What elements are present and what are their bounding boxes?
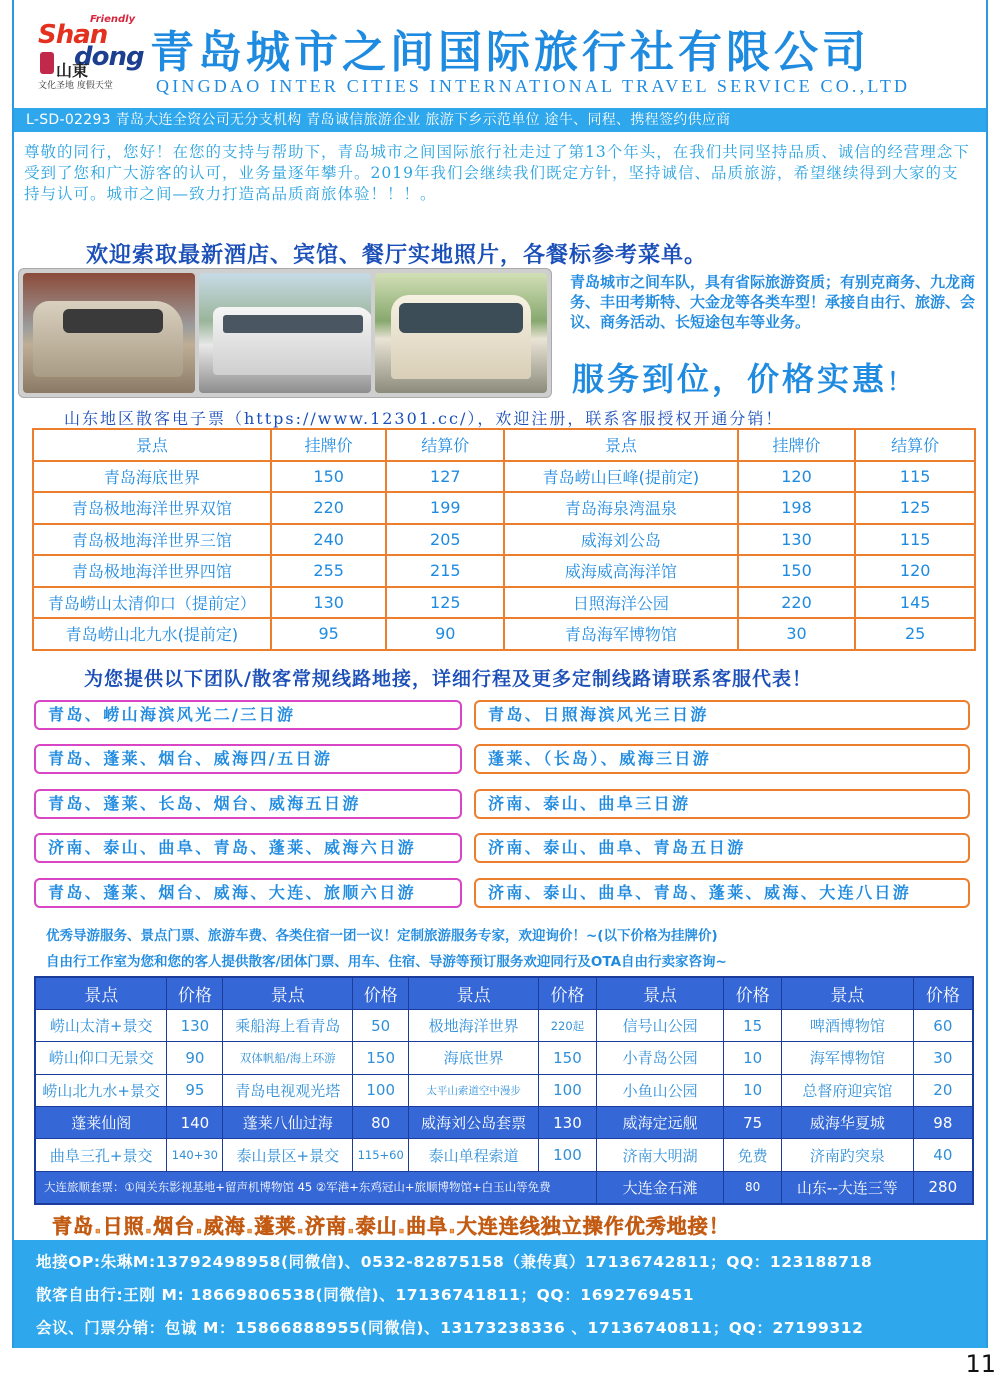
table-header: 价格 <box>539 977 597 1009</box>
table-cell: 145 <box>855 587 975 619</box>
table-cell: 信号山公园 <box>596 1009 723 1041</box>
eticket-notice: 山东地区散客电子票（https://www.12301.cc/），欢迎注册，联系客服授权开通分销！ <box>64 409 784 428</box>
operation-slogan: 青岛.日照.烟台.威海.蓬莱.济南.泰山.曲阜.大连连线独立操作优秀地接！ <box>52 1214 730 1238</box>
table-row <box>35 1171 973 1203</box>
minibus-photo <box>199 273 371 393</box>
table-cell: 青岛极地海洋世界四馆 <box>33 555 271 587</box>
table-cell: 威海刘公岛 <box>504 524 738 556</box>
table-cell: 40 <box>913 1139 973 1171</box>
fleet-slogan <box>572 354 914 400</box>
table-cell: 90 <box>386 618 504 650</box>
table-cell: 30 <box>913 1042 973 1074</box>
table-cell: 75 <box>724 1107 782 1139</box>
route-item: 济南、泰山、曲阜、青岛五日游 <box>474 833 970 863</box>
table-cell: 140+30 <box>167 1139 223 1171</box>
table-cell: 140 <box>167 1107 223 1139</box>
table-cell: 20 <box>913 1074 973 1106</box>
table-cell: 80 <box>353 1107 409 1139</box>
table-header: 挂牌价 <box>271 429 387 461</box>
table-cell: 威海刘公岛套票 <box>409 1107 539 1139</box>
hotel-photo-headline: 欢迎索取最新酒店、宾馆、餐厅实地照片，各餐标参考菜单。 <box>86 243 708 268</box>
table-cell: 乘船海上看青岛 <box>223 1009 353 1041</box>
table-cell: 90 <box>167 1042 223 1074</box>
table-row <box>33 618 975 650</box>
table-cell: 98 <box>913 1107 973 1139</box>
table-cell: 95 <box>271 618 387 650</box>
table-cell: 大连金石滩 <box>596 1171 723 1203</box>
table-header: 价格 <box>724 977 782 1009</box>
company-title-cn: 青岛城市之间国际旅行社有限公司 <box>150 27 870 78</box>
table-cell: 海军博物馆 <box>782 1042 914 1074</box>
table-cell: 蓬莱八仙过海 <box>223 1107 353 1139</box>
table-header-row <box>35 977 973 1009</box>
table-cell: 泰山景区+景交 <box>223 1139 353 1171</box>
route-item: 青岛、蓬莱、长岛、烟台、威海五日游 <box>34 789 462 819</box>
table-cell: 极地海洋世界 <box>409 1009 539 1041</box>
intro-paragraph: 尊敬的同行，您好！在您的支持与帮助下，青岛城市之间国际旅行社走过了第13个年头，在我们共同坚持品质、诚信的经营理念下受到了您和广大游客的认可，业务量逐年攀升。2019年我们会继续我们既定方针，坚持诚信、品质旅游，希望继续得到大家的支持与认可。城市之间—致力打造高品质商旅体验！！！。 <box>24 143 970 203</box>
table-cell: 青岛海军博物馆 <box>504 618 738 650</box>
table-header: 景点 <box>782 977 914 1009</box>
table-cell: 150 <box>738 555 856 587</box>
route-item: 青岛、日照海滨风光三日游 <box>474 700 970 730</box>
table-cell: 山东--大连三等 <box>782 1171 914 1203</box>
table-cell: 蓬莱仙阁 <box>35 1107 167 1139</box>
table-header: 价格 <box>167 977 223 1009</box>
table-cell: 啤酒博物馆 <box>782 1009 914 1041</box>
table-row <box>33 492 975 524</box>
table-header: 景点 <box>409 977 539 1009</box>
route-item: 青岛、蓬莱、烟台、威海、大连、旅顺六日游 <box>34 878 462 908</box>
table-cell: 曲阜三孔+景交 <box>35 1139 167 1171</box>
table-cell: 太平山索道空中漫步 <box>409 1074 539 1106</box>
table-cell: 115 <box>855 524 975 556</box>
table-cell: 青岛崂山太清仰口（提前定） <box>33 587 271 619</box>
table-header: 景点 <box>35 977 167 1009</box>
contact-line-op: 地接OP:朱琳M:13792498958(同微信)、0532-82875158（兼传真）17136742811；QQ：123188718 <box>36 1253 873 1271</box>
table-cell: 240 <box>271 524 387 556</box>
page-number: 11 <box>965 1350 996 1378</box>
fleet-description: 青岛城市之间车队，具有省际旅游资质；有别克商务、九龙商务、丰田考斯特、大金龙等各类车型！承接自由行、旅游、会议、商务活动、长短途包车等业务。 <box>570 273 976 331</box>
contact-panel <box>14 1240 986 1348</box>
table-cell: 泰山单程索道 <box>409 1139 539 1171</box>
table-cell: 127 <box>386 461 504 493</box>
buick-van-photo <box>23 273 195 393</box>
table-cell: 125 <box>855 492 975 524</box>
table-row <box>35 1107 973 1139</box>
coaster-bus-photo <box>375 273 547 393</box>
logo-dong: dong <box>74 42 144 72</box>
table-cell: 80 <box>724 1171 782 1203</box>
table-cell: 100 <box>539 1074 597 1106</box>
table-header: 景点 <box>33 429 271 461</box>
service-note: 优秀导游服务、景点门票、旅游车费、各类住宿一团一议！定制旅游服务专家，欢迎询价！~(以下价格为挂牌价) <box>46 928 718 944</box>
company-title-en: QINGDAO INTER CITIES INTERNATIONAL TRAVEL SERVICE CO.,LTD <box>156 76 911 96</box>
table-cell: 日照海洋公园 <box>504 587 738 619</box>
table-row <box>33 461 975 493</box>
table-cell: 总督府迎宾馆 <box>782 1074 914 1106</box>
route-item: 济南、泰山、曲阜、青岛、蓬莱、威海六日游 <box>34 833 462 863</box>
logo-seal-icon <box>40 52 54 74</box>
table-cell: 威海威高海洋馆 <box>504 555 738 587</box>
table-cell: 95 <box>167 1074 223 1106</box>
table-cell: 青岛海底世界 <box>33 461 271 493</box>
table-cell: 120 <box>855 555 975 587</box>
fleet-slogan-mark: ！ <box>887 368 915 396</box>
table-header: 价格 <box>913 977 973 1009</box>
table-cell: 青岛崂山巨峰(提前定) <box>504 461 738 493</box>
fleet-photo-strip <box>18 268 552 398</box>
table-cell: 199 <box>386 492 504 524</box>
table-cell: 济南大明湖 <box>596 1139 723 1171</box>
table-header-row <box>33 429 975 461</box>
table-cell: 100 <box>539 1139 597 1171</box>
table-header: 景点 <box>223 977 353 1009</box>
dalian-ticket-note: 大连旅顺套票：①闯关东影视基地+留声机博物馆 45 ②军港+东鸡冠山+旅顺博物馆+白玉山等免费 <box>35 1171 596 1203</box>
table-cell: 海底世界 <box>409 1042 539 1074</box>
contact-line-meeting: 会议、门票分销：包诚 M：15866888955(同微信)、13173238336 、17136740811；QQ：27199312 <box>36 1319 864 1337</box>
route-item: 蓬莱、（长岛）、威海三日游 <box>474 744 970 774</box>
route-item: 济南、泰山、曲阜三日游 <box>474 789 970 819</box>
table-cell: 220 <box>738 587 856 619</box>
table-cell: 25 <box>855 618 975 650</box>
table-header: 价格 <box>353 977 409 1009</box>
table-cell: 崂山仰口无景交 <box>35 1042 167 1074</box>
table-cell: 220 <box>271 492 387 524</box>
table-cell: 威海定远舰 <box>596 1107 723 1139</box>
table-header: 结算价 <box>855 429 975 461</box>
table-cell: 青岛电视观光塔 <box>223 1074 353 1106</box>
table-cell: 130 <box>539 1107 597 1139</box>
table-cell: 青岛极地海洋世界三馆 <box>33 524 271 556</box>
table-row <box>35 1042 973 1074</box>
table-cell: 青岛极地海洋世界双馆 <box>33 492 271 524</box>
table-cell: 255 <box>271 555 387 587</box>
table-cell: 青岛海泉湾温泉 <box>504 492 738 524</box>
ticket-price-table <box>32 428 976 651</box>
table-cell: 115 <box>855 461 975 493</box>
table-cell: 130 <box>738 524 856 556</box>
logo-slogan: 文化圣地 度假天堂 <box>38 81 113 91</box>
contact-line-fit: 散客自由行:王刚 M: 18669806538(同微信)、17136741811；QQ：1692769451 <box>36 1286 695 1304</box>
table-cell: 50 <box>353 1009 409 1041</box>
table-header: 景点 <box>596 977 723 1009</box>
table-cell: 198 <box>738 492 856 524</box>
fleet-slogan-text: 服务到位，价格实惠 <box>572 360 888 398</box>
table-cell: 205 <box>386 524 504 556</box>
license-bar: L-SD-02293 青岛大连全资公司无分支机构 青岛诚信旅游企业 旅游下乡示范单位 途牛、同程、携程签约供应商 <box>14 108 986 132</box>
table-cell: 215 <box>386 555 504 587</box>
table-cell: 220起 <box>539 1009 597 1041</box>
table-cell: 150 <box>539 1042 597 1074</box>
table-cell: 120 <box>738 461 856 493</box>
route-item: 济南、泰山、曲阜、青岛、蓬莱、威海、大连八日游 <box>474 878 970 908</box>
routes-headline: 为您提供以下团队/散客常规线路地接，详细行程及更多定制线路请联系客服代表！ <box>84 668 812 690</box>
logo-shandong-cn: 山東 <box>56 61 89 80</box>
table-cell: 小青岛公园 <box>596 1042 723 1074</box>
table-row <box>33 555 975 587</box>
table-row <box>35 1139 973 1171</box>
table-cell: 10 <box>724 1074 782 1106</box>
table-row <box>33 587 975 619</box>
table-cell: 崂山北九水+景交 <box>35 1074 167 1106</box>
table-header: 挂牌价 <box>738 429 856 461</box>
table-cell: 150 <box>353 1042 409 1074</box>
logo-shan: Shan <box>38 20 108 50</box>
table-cell: 150 <box>271 461 387 493</box>
table-cell: 130 <box>167 1009 223 1041</box>
table-cell: 小鱼山公园 <box>596 1074 723 1106</box>
table-cell: 280 <box>913 1171 973 1203</box>
table-row <box>35 1009 973 1041</box>
route-item: 青岛、蓬莱、烟台、威海四/五日游 <box>34 744 462 774</box>
table-cell: 30 <box>738 618 856 650</box>
attraction-price-table <box>34 976 974 1205</box>
shandong-logo <box>38 14 144 91</box>
table-cell: 130 <box>271 587 387 619</box>
studio-note: 自由行工作室为您和您的客人提供散客/团体门票、用车、住宿、导游等预订服务欢迎同行及OTA自由行卖家咨询~ <box>46 954 727 970</box>
table-cell: 免费 <box>724 1139 782 1171</box>
route-item: 青岛、崂山海滨风光二/三日游 <box>34 700 462 730</box>
table-cell: 双体帆船/海上环游 <box>223 1042 353 1074</box>
table-cell: 125 <box>386 587 504 619</box>
table-cell: 威海华夏城 <box>782 1107 914 1139</box>
table-cell: 15 <box>724 1009 782 1041</box>
table-cell: 10 <box>724 1042 782 1074</box>
table-cell: 100 <box>353 1074 409 1106</box>
table-header: 景点 <box>504 429 738 461</box>
table-header: 结算价 <box>386 429 504 461</box>
table-cell: 崂山太清+景交 <box>35 1009 167 1041</box>
table-row <box>35 1074 973 1106</box>
table-cell: 青岛崂山北九水(提前定) <box>33 618 271 650</box>
table-row <box>33 524 975 556</box>
table-cell: 115+60 <box>353 1139 409 1171</box>
logo-friendly: Friendly <box>90 14 136 25</box>
table-cell: 济南趵突泉 <box>782 1139 914 1171</box>
table-cell: 60 <box>913 1009 973 1041</box>
